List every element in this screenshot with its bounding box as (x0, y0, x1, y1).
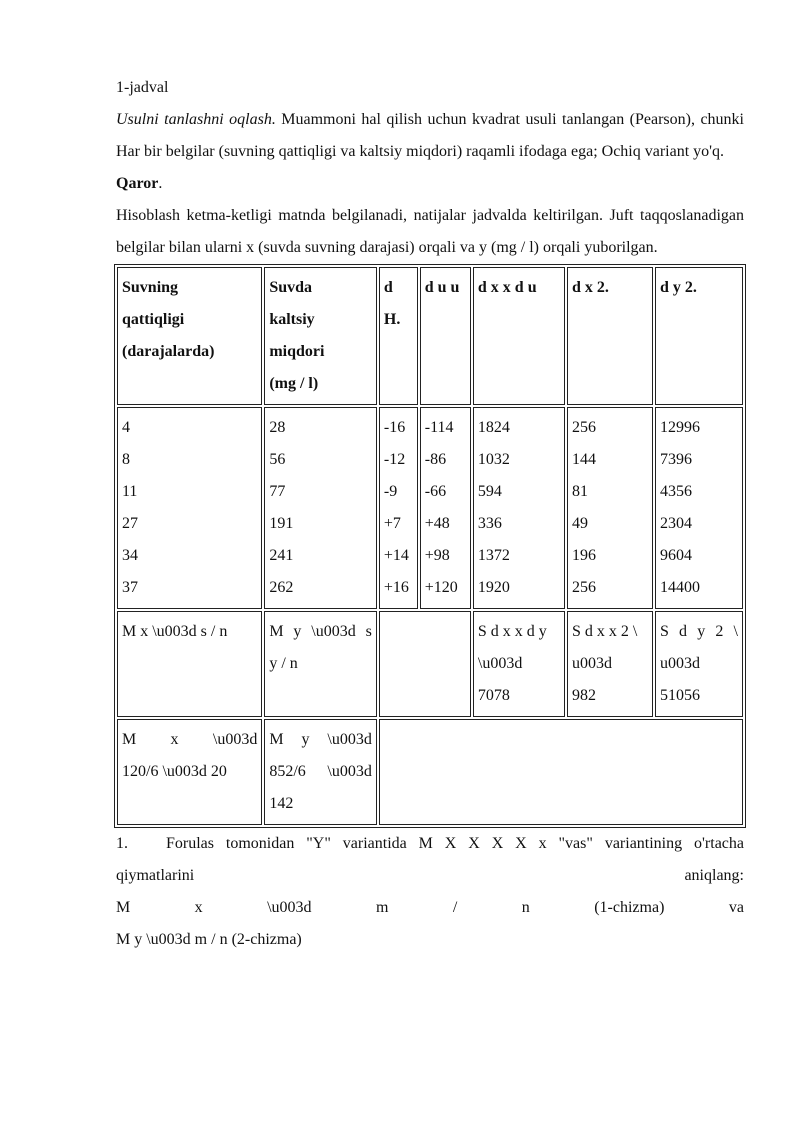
mean-my: M y \u003d 852/6 \u003d 142 (264, 719, 377, 825)
formula-token: x (194, 899, 203, 916)
footer-line1-text: Forulas tomonidan "Y" variantida M X X X X x "vas" variantining o'rtacha (166, 835, 744, 852)
table-caption: 1-jadval (116, 79, 169, 96)
col-calcium-values: 28 56 77 191 241 262 (264, 407, 377, 609)
formula-token: va (728, 899, 744, 916)
mean-mx: M x \u003d 120/6 \u003d 20 (117, 719, 262, 825)
document-page (116, 72, 744, 956)
footer-line-3 (116, 892, 744, 924)
intro-paragraph (116, 104, 744, 168)
footer-line-2 (116, 860, 744, 892)
header-hardness: Suvning qattiqligi (darajalarda) (117, 267, 262, 405)
header-dxdy: d x x d u (473, 267, 565, 405)
header-dx2: d x 2. (567, 267, 653, 405)
header-calcium: Suvda kaltsiy miqdori (mg / l) (264, 267, 377, 405)
formula-token: (1-chizma) (594, 899, 665, 916)
table-sum-row (117, 611, 743, 717)
header-dy: d u u (420, 267, 471, 405)
sum-empty-cell (379, 611, 471, 717)
formula-token: m (376, 899, 389, 916)
mean-empty-cell (379, 719, 743, 825)
sum-sy2: S d y 2 \ u003d 51056 (655, 611, 743, 717)
sum-my: M y \u003d s y / n (264, 611, 377, 717)
table-values-row (117, 407, 743, 609)
intro-lead: Usulni tanlashni oqlash. (116, 111, 276, 128)
footer-line2-left: qiymatlarini (116, 867, 195, 884)
table-header-row (117, 267, 743, 405)
formula-token: \u003d (267, 899, 312, 916)
description-paragraph: Hisoblash ketma-ketligi matnda belgilanadi, natijalar jadvalda keltirilgan. Juft taqqoslanadigan belgilar bilan ularni x (suvda suvning darajasi) orqali va y (mg / l) orqali yuborilgan. (116, 207, 744, 256)
footer-line-4: M y \u003d m / n (2-chizma) (116, 931, 302, 948)
col-dxdy-values: 1824 1032 594 336 1372 1920 (473, 407, 565, 609)
footer-line2-right: aniqlang: (684, 867, 744, 884)
sum-sxy: S d x x d y \u003d 7078 (473, 611, 565, 717)
table-mean-row (117, 719, 743, 825)
header-dy2: d y 2. (655, 267, 743, 405)
formula-token: / (452, 899, 458, 916)
col-dx-values: -16 -12 -9 +7 +14 +16 (379, 407, 418, 609)
decision-heading (116, 168, 744, 200)
data-table (114, 264, 746, 828)
sum-sx2: S d x x 2 \ u003d 982 (567, 611, 653, 717)
col-dx2-values: 256 144 81 49 196 256 (567, 407, 653, 609)
header-dx: d H. (379, 267, 418, 405)
footer-item-number: 1. (116, 835, 128, 852)
col-dy2-values: 12996 7396 4356 2304 9604 14400 (655, 407, 743, 609)
formula-token: n (521, 899, 530, 916)
sum-mx: M x \u003d s / n (117, 611, 262, 717)
col-dy-values: -114 -86 -66 +48 +98 +120 (420, 407, 471, 609)
col-hardness-values: 4 8 11 27 34 37 (117, 407, 262, 609)
intro-text: Muammoni hal qilish uchun kvadrat usuli tanlangan (Pearson), chunki Har bir belgilar (suvning qattiqligi va kaltsiy miqdori) raqamli ifodaga ega; Ochiq variant yo'q. (116, 111, 744, 160)
decision-tail: . (158, 175, 163, 192)
decision-bold: Qaror (116, 175, 159, 192)
footer-line-1 (116, 828, 744, 860)
formula-token: M (116, 899, 131, 916)
